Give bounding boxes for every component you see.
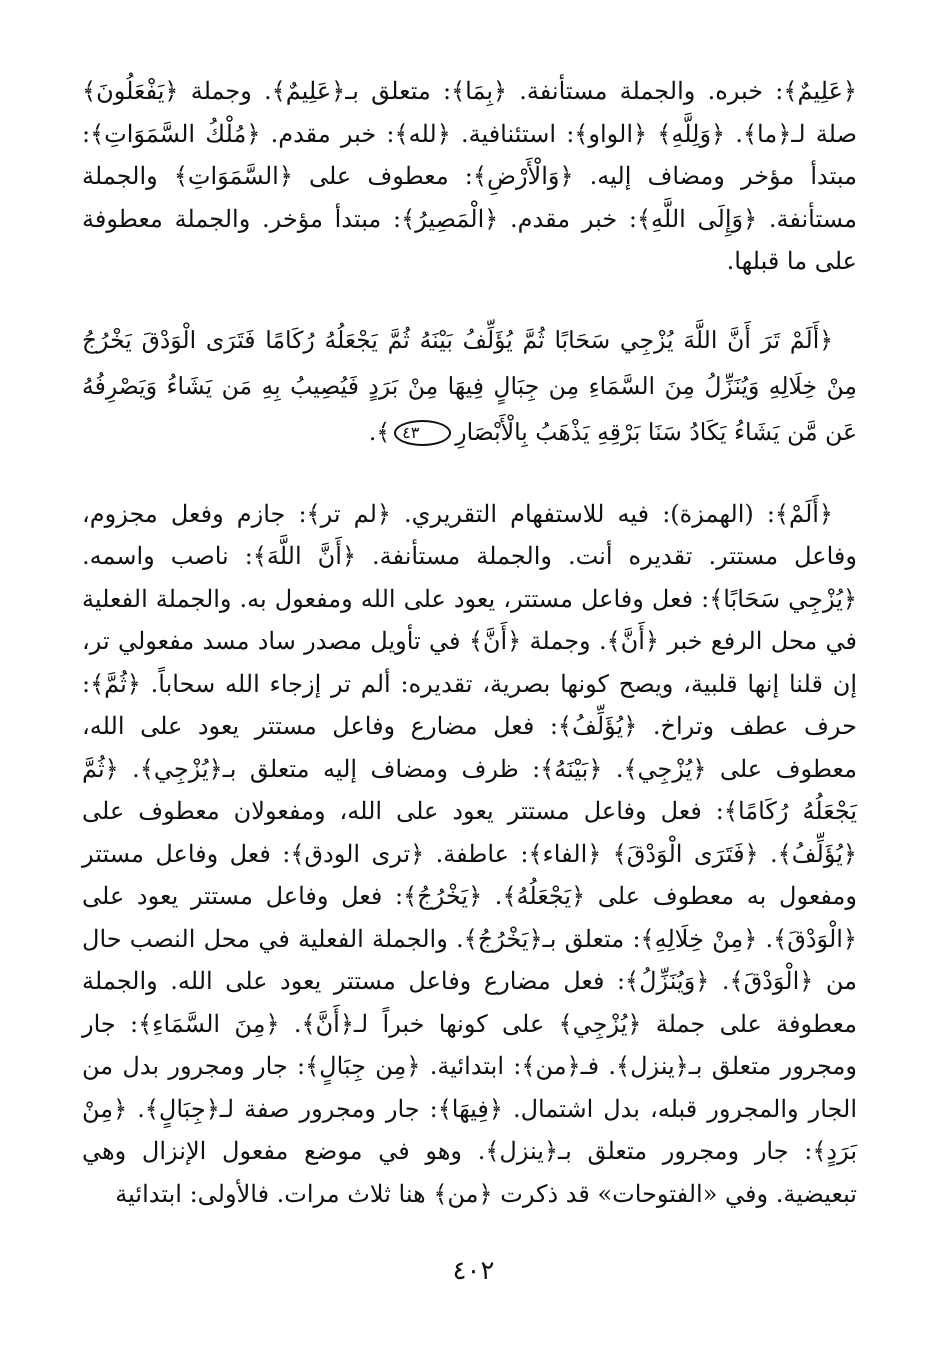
verse-text: ﴿أَلَمْ تَرَ أَنَّ اللَّهَ يُزْجِي سَحَابًا ثُمَّ يُؤَلِّفُ بَيْنَهُ ثُمَّ يَجْعَلُهُ رُكَامًا فَتَرَى الْوَدْقَ يَخْرُجُ مِنْ خِلَالِهِ وَيُنَزِّلُ مِنَ السَّمَاءِ مِن جِبَالٍ فِيهَا مِنْ بَرَدٍ فَيُصِيبُ بِهِ مَن يَشَاءُ وَيَصْرِفُهُ عَن مَّن يَشَاءُ يَكَادُ سَنَا بَرْقِهِ يَذْهَبُ بِالْأَبْصَارِ (82, 325, 857, 446)
paragraph-previous-verse-parsing: ﴿عَلِيمٌ﴾: خبره. والجملة مستأنفة. ﴿بِمَا﴾: متعلق بـ﴿عَلِيمٌ﴾. وجملة ﴿يَفْعَلُونَ﴾ صلة لـ﴿ما﴾. ﴿وَلِلَّهِ﴾ ﴿الواو﴾: استئنافية. ﴿لله﴾: خبر مقدم. ﴿مُلْكُ السَّمَوَاتِ﴾: مبتدأ مؤخر ومضاف إليه. ﴿وَالْأَرْضِ﴾: معطوف على ﴿السَّمَوَاتِ﴾ والجملة مستأنفة. ﴿وَإِلَى اللَّهِ﴾: خبر مقدم. ﴿الْمَصِيرُ﴾: مبتدأ مؤخر. والجملة معطوفة على ما قبلها. (82, 77, 858, 275)
verse-closing: ﴾. (368, 417, 391, 446)
verse-number-marker: ٤٣ (394, 420, 451, 446)
page-number: ٤٠٢ (452, 1256, 495, 1286)
quran-verse (82, 317, 857, 455)
paragraph-verse-parsing: ﴿أَلَمْ﴾: (الهمزة): فيه للاستفهام التقريري. ﴿لم تر﴾: جازم وفعل مجزوم، وفاعل مستتر. تقديره أنت. والجملة مستأنفة. ﴿أَنَّ اللَّهَ﴾: ناصب واسمه. ﴿يُزْجِي سَحَابًا﴾: فعل وفاعل مستتر، يعود على الله ومفعول به. والجملة الفعلية في محل الرفع خبر ﴿أَنَّ﴾. وجملة ﴿أَنَّ﴾ في تأويل مصدر ساد مسد مفعولي تر، إن قلنا إنها قلبية، ويصح كونها بصرية، تقديره: ألم تر إزجاء الله سحاباً. ﴿ثُمَّ﴾: حرف عطف وتراخ. ﴿يُؤَلِّفُ﴾: فعل مضارع وفاعل مستتر يعود على الله، معطوف على ﴿يُزْجِي﴾. ﴿بَيْنَهُ﴾: ظرف ومضاف إليه متعلق بـ﴿يُزْجِي﴾. ﴿ثُمَّ يَجْعَلُهُ رُكَامًا﴾: فعل وفاعل مستتر يعود على الله، ومفعولان معطوف على ﴿يُؤَلِّفُ﴾. ﴿فَتَرَى الْوَدْقَ﴾ ﴿الفاء﴾: عاطفة. ﴿ترى الودق﴾: فعل وفاعل مستتر ومفعول به معطوف على ﴿يَجْعَلُهُ﴾. ﴿يَخْرُجُ﴾: فعل وفاعل مستتر يعود على ﴿الْوَدْقَ﴾. ﴿مِنْ خِلَالِهِ﴾: متعلق بـ﴿يَخْرُجُ﴾. والجملة الفعلية في محل النصب حال من ﴿الْوَدْقَ﴾. ﴿وَيُنَزِّلُ﴾: فعل مضارع وفاعل مستتر يعود على الله. والجملة معطوفة على جملة ﴿يُزْجِي﴾ على كونها خبراً لـ﴿أَنَّ﴾. ﴿مِنَ السَّمَاءِ﴾: جار ومجرور متعلق بـ﴿ينزل﴾. فـ﴿من﴾: ابتدائية. ﴿مِن جِبَالٍ﴾: جار ومجرور بدل من الجار والمجرور قبله، بدل اشتمال. ﴿فِيهَا﴾: جار ومجرور صفة لـ﴿جِبَالٍ﴾. ﴿مِنْ بَرَدٍ﴾: جار ومجرور متعلق بـ﴿ينزل﴾. وهو في موضع مفعول الإنزال وهي تبعيضية. وفي «الفتوحات» قد ذكرت ﴿من﴾ هنا ثلاث مرات. فالأولى: ابتدائية (82, 499, 858, 1208)
